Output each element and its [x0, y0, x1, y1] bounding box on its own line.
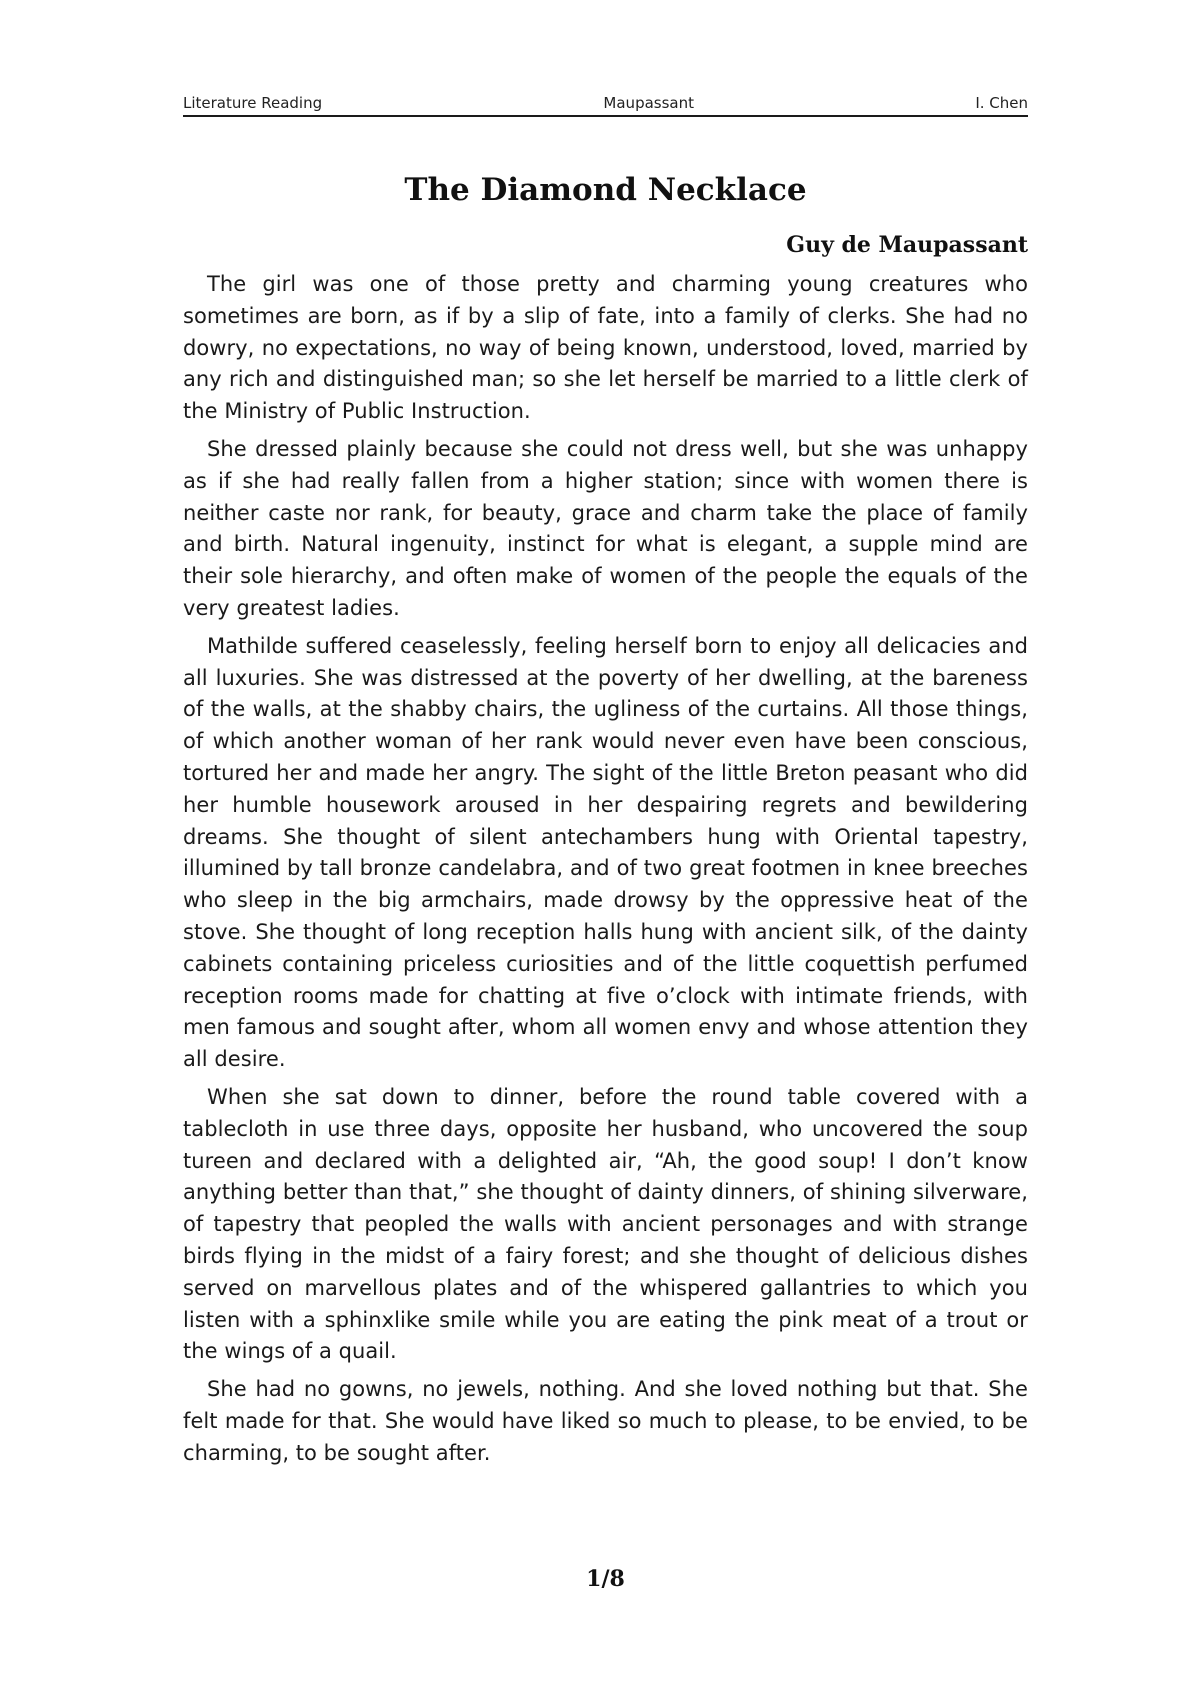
page-number: 1/8 — [586, 1566, 625, 1592]
story-body — [183, 269, 1028, 1475]
paragraph: She dressed plainly because she could not dress well, but she was unhappy as if she had really fallen from a higher station; since with women there is neither caste nor rank, for beauty, grace and charm take the place of family and birth. Natural ingenuity, instinct for what is elegant, a supple mind are their sole hierarchy, and often make of women of the people the equals of the very greatest ladies. — [183, 436, 1028, 620]
header-author-short: Maupassant — [603, 94, 694, 112]
paragraph: She had no gowns, no jewels, nothing. And she loved nothing but that. She felt made for that. She would have liked so much to please, to be envied, to be charming, to be sought after. — [183, 1377, 1028, 1465]
story-title: The Diamond Necklace — [404, 172, 807, 208]
story-author: Guy de Maupassant — [786, 232, 1028, 258]
paragraph: When she sat down to dinner, before the round table covered with a tablecloth in use three days, opposite her husband, who uncovered the soup tureen and declared with a delighted air, “Ah, the good soup! I don’t know anything better than that,” she thought of dainty dinners, of shining silverware, of tapestry that peopled the walls with ancient personages and with strange birds flying in the midst of a fairy forest; and she thought of delicious dishes served on marvellous plates and of the whispered gallantries to which you listen with a sphinxlike smile while you are eating the pink meat of a trout or the wings of a quail. — [183, 1084, 1028, 1364]
running-header — [183, 86, 1028, 117]
header-instructor: I. Chen — [975, 94, 1028, 112]
header-course: Literature Reading — [183, 94, 323, 112]
paragraph: The girl was one of those pretty and charming young creatures who sometimes are born, as if by a slip of fate, into a family of clerks. She had no dowry, no expectations, no way of being known, understood, loved, married by any rich and distinguished man; so she let herself be married to a little clerk of the Ministry of Public Instruction. — [183, 272, 1028, 424]
paragraph: Mathilde suffered ceaselessly, feeling herself born to enjoy all delicacies and all luxuries. She was distressed at the poverty of her dwelling, at the bareness of the walls, at the shabby chairs, the ugliness of the curtains. All those things, of which another woman of her rank would never even have been conscious, tortured her and made her angry. The sight of the little Breton peasant who did her humble housework aroused in her despairing regrets and bewildering dreams. She thought of silent antechambers hung with Oriental tapestry, illumined by tall bronze candelabra, and of two great footmen in knee breeches who sleep in the big armchairs, made drowsy by the oppressive heat of the stove. She thought of long reception halls hung with ancient silk, of the dainty cabinets containing priceless curiosities and of the little coquettish perfumed reception rooms made for chatting at five o’clock with intimate friends, with men famous and sought after, whom all women envy and whose attention they all desire. — [183, 633, 1028, 1072]
